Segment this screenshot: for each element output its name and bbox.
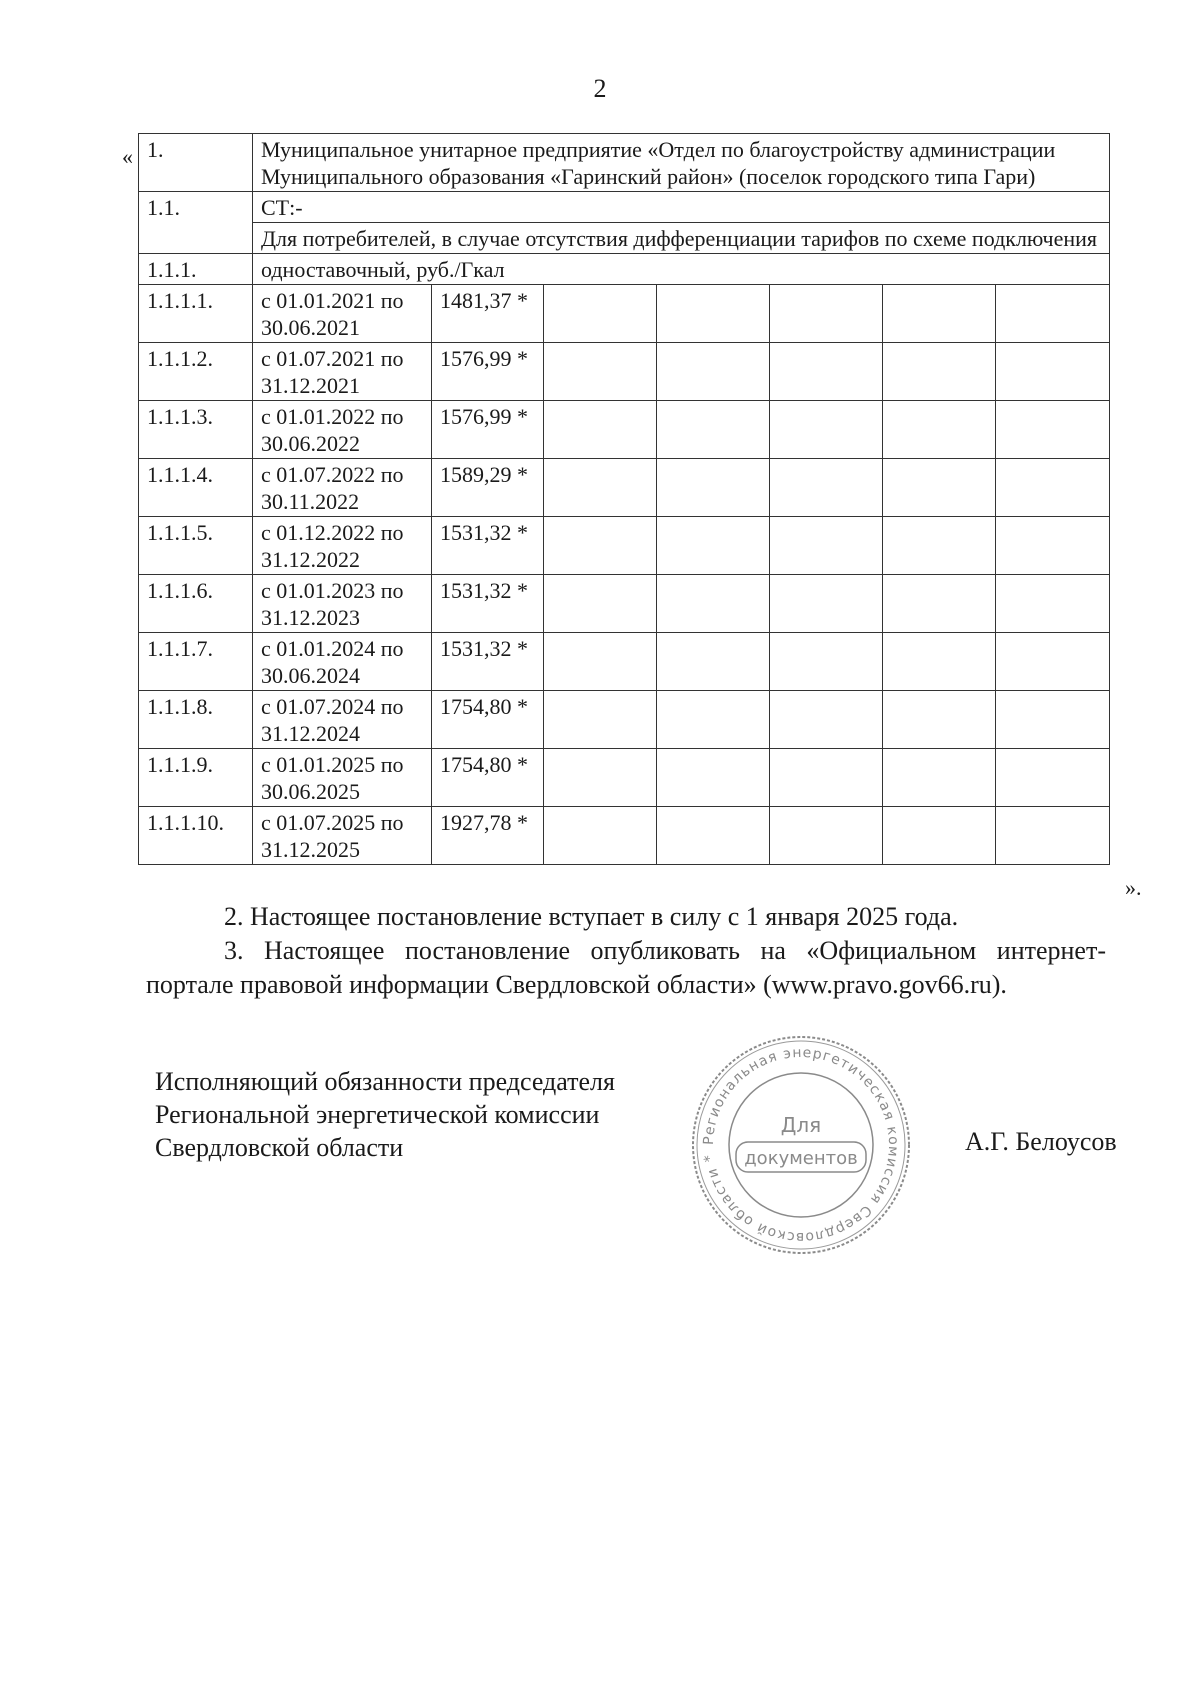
period-number: 1.1.1.1. bbox=[139, 285, 253, 343]
signatory-title-line: Региональной энергетической комиссии bbox=[155, 1100, 600, 1129]
empty-cell bbox=[770, 517, 883, 575]
empty-cell bbox=[883, 575, 996, 633]
rate-row-number: 1.1.1. bbox=[139, 254, 253, 285]
period-number: 1.1.1.10. bbox=[139, 807, 253, 865]
tariff-value: 1576,99 * bbox=[432, 343, 544, 401]
period-row bbox=[139, 633, 1110, 691]
period-dates: с 01.01.2022 по 30.06.2022 bbox=[253, 401, 432, 459]
empty-cell bbox=[770, 633, 883, 691]
empty-cell bbox=[770, 285, 883, 343]
period-number: 1.1.1.5. bbox=[139, 517, 253, 575]
period-dates: с 01.07.2024 по 31.12.2024 bbox=[253, 691, 432, 749]
period-row bbox=[139, 285, 1110, 343]
paragraph-3: 3. Настоящее постановление опубликовать на «Официальном интернет-портале правовой информации Свердловской области» (www.pravo.gov66.ru). bbox=[146, 936, 1106, 999]
empty-cell bbox=[770, 575, 883, 633]
tariff-value: 1576,99 * bbox=[432, 401, 544, 459]
signatory-title-line: Свердловской области bbox=[155, 1133, 404, 1162]
system-row-number: 1.1. bbox=[139, 192, 253, 254]
period-dates: с 01.07.2022 по 30.11.2022 bbox=[253, 459, 432, 517]
empty-cell bbox=[770, 807, 883, 865]
empty-cell bbox=[544, 343, 657, 401]
rate-row bbox=[139, 254, 1110, 285]
paragraph-2: 2. Настоящее постановление вступает в силу с 1 января 2025 года. bbox=[224, 902, 959, 931]
period-number: 1.1.1.9. bbox=[139, 749, 253, 807]
period-number: 1.1.1.8. bbox=[139, 691, 253, 749]
period-row bbox=[139, 401, 1110, 459]
official-stamp bbox=[688, 1032, 914, 1258]
period-number: 1.1.1.7. bbox=[139, 633, 253, 691]
empty-cell bbox=[883, 459, 996, 517]
period-row bbox=[139, 343, 1110, 401]
org-row bbox=[139, 134, 1110, 192]
period-row bbox=[139, 749, 1110, 807]
consumer-row bbox=[139, 223, 1110, 254]
empty-cell bbox=[657, 807, 770, 865]
stamp-center-line1: Для bbox=[780, 1113, 822, 1137]
empty-cell bbox=[657, 691, 770, 749]
page-number: 2 bbox=[593, 74, 607, 103]
period-dates: с 01.01.2021 по 30.06.2021 bbox=[253, 285, 432, 343]
empty-cell bbox=[883, 633, 996, 691]
empty-cell bbox=[996, 401, 1110, 459]
empty-cell bbox=[770, 459, 883, 517]
empty-cell bbox=[883, 285, 996, 343]
rate-row-text: одноставочный, руб./Гкал bbox=[253, 254, 1110, 285]
empty-cell bbox=[657, 459, 770, 517]
system-row-text: СТ:- bbox=[253, 192, 1110, 223]
empty-cell bbox=[883, 343, 996, 401]
empty-cell bbox=[883, 401, 996, 459]
consumer-row-text: Для потребителей, в случае отсутствия дифференциации тарифов по схеме подключения bbox=[253, 223, 1110, 254]
signatory-title-line: Исполняющий обязанности председателя bbox=[155, 1067, 615, 1096]
empty-cell bbox=[657, 343, 770, 401]
empty-cell bbox=[996, 343, 1110, 401]
empty-cell bbox=[883, 749, 996, 807]
period-dates: с 01.07.2025 по 31.12.2025 bbox=[253, 807, 432, 865]
tariff-value: 1531,32 * bbox=[432, 517, 544, 575]
org-row-number: 1. bbox=[139, 134, 253, 192]
empty-cell bbox=[883, 807, 996, 865]
closing-quote: ». bbox=[1125, 875, 1142, 900]
tariff-value: 1481,37 * bbox=[432, 285, 544, 343]
period-dates: с 01.07.2021 по 31.12.2021 bbox=[253, 343, 432, 401]
signatory-title bbox=[155, 1065, 615, 1164]
empty-cell bbox=[996, 285, 1110, 343]
period-dates: с 01.01.2025 по 30.06.2025 bbox=[253, 749, 432, 807]
tariff-value: 1927,78 * bbox=[432, 807, 544, 865]
period-row bbox=[139, 807, 1110, 865]
empty-cell bbox=[883, 517, 996, 575]
opening-quote: « bbox=[122, 144, 133, 169]
empty-cell bbox=[657, 401, 770, 459]
period-number: 1.1.1.2. bbox=[139, 343, 253, 401]
empty-cell bbox=[996, 749, 1110, 807]
empty-cell bbox=[544, 459, 657, 517]
empty-cell bbox=[657, 749, 770, 807]
empty-cell bbox=[770, 691, 883, 749]
empty-cell bbox=[996, 575, 1110, 633]
empty-cell bbox=[544, 807, 657, 865]
empty-cell bbox=[657, 285, 770, 343]
empty-cell bbox=[770, 401, 883, 459]
period-number: 1.1.1.4. bbox=[139, 459, 253, 517]
empty-cell bbox=[544, 517, 657, 575]
empty-cell bbox=[996, 691, 1110, 749]
empty-cell bbox=[996, 633, 1110, 691]
empty-cell bbox=[544, 401, 657, 459]
empty-cell bbox=[883, 691, 996, 749]
system-row bbox=[139, 192, 1110, 223]
tariff-value: 1531,32 * bbox=[432, 575, 544, 633]
period-row bbox=[139, 691, 1110, 749]
empty-cell bbox=[770, 343, 883, 401]
tariff-value: 1754,80 * bbox=[432, 749, 544, 807]
tariff-value: 1531,32 * bbox=[432, 633, 544, 691]
period-dates: с 01.01.2024 по 30.06.2024 bbox=[253, 633, 432, 691]
svg-text:Региональная энергетическая ко bbox=[701, 1045, 901, 1245]
period-row bbox=[139, 575, 1110, 633]
empty-cell bbox=[544, 749, 657, 807]
empty-cell bbox=[996, 459, 1110, 517]
empty-cell bbox=[770, 749, 883, 807]
empty-cell bbox=[544, 575, 657, 633]
empty-cell bbox=[996, 807, 1110, 865]
period-row bbox=[139, 459, 1110, 517]
stamp-ring-text: Региональная энергетическая комиссия Свердловской области * bbox=[700, 1044, 902, 1246]
period-dates: с 01.12.2022 по 31.12.2022 bbox=[253, 517, 432, 575]
org-row-text: Муниципальное унитарное предприятие «Отдел по благоустройству администрации Муниципального образования «Гаринский район» (поселок городского типа Гари) bbox=[253, 134, 1110, 192]
tariff-table bbox=[138, 133, 1110, 865]
empty-cell bbox=[996, 517, 1110, 575]
empty-cell bbox=[544, 691, 657, 749]
period-number: 1.1.1.3. bbox=[139, 401, 253, 459]
tariff-value: 1754,80 * bbox=[432, 691, 544, 749]
empty-cell bbox=[657, 633, 770, 691]
tariff-value: 1589,29 * bbox=[432, 459, 544, 517]
period-number: 1.1.1.6. bbox=[139, 575, 253, 633]
empty-cell bbox=[657, 575, 770, 633]
period-dates: с 01.01.2023 по 31.12.2023 bbox=[253, 575, 432, 633]
stamp-center-line2: документов bbox=[744, 1148, 858, 1169]
empty-cell bbox=[544, 633, 657, 691]
empty-cell bbox=[657, 517, 770, 575]
period-row bbox=[139, 517, 1110, 575]
empty-cell bbox=[544, 285, 657, 343]
signatory-name: А.Г. Белоусов bbox=[965, 1127, 1117, 1156]
